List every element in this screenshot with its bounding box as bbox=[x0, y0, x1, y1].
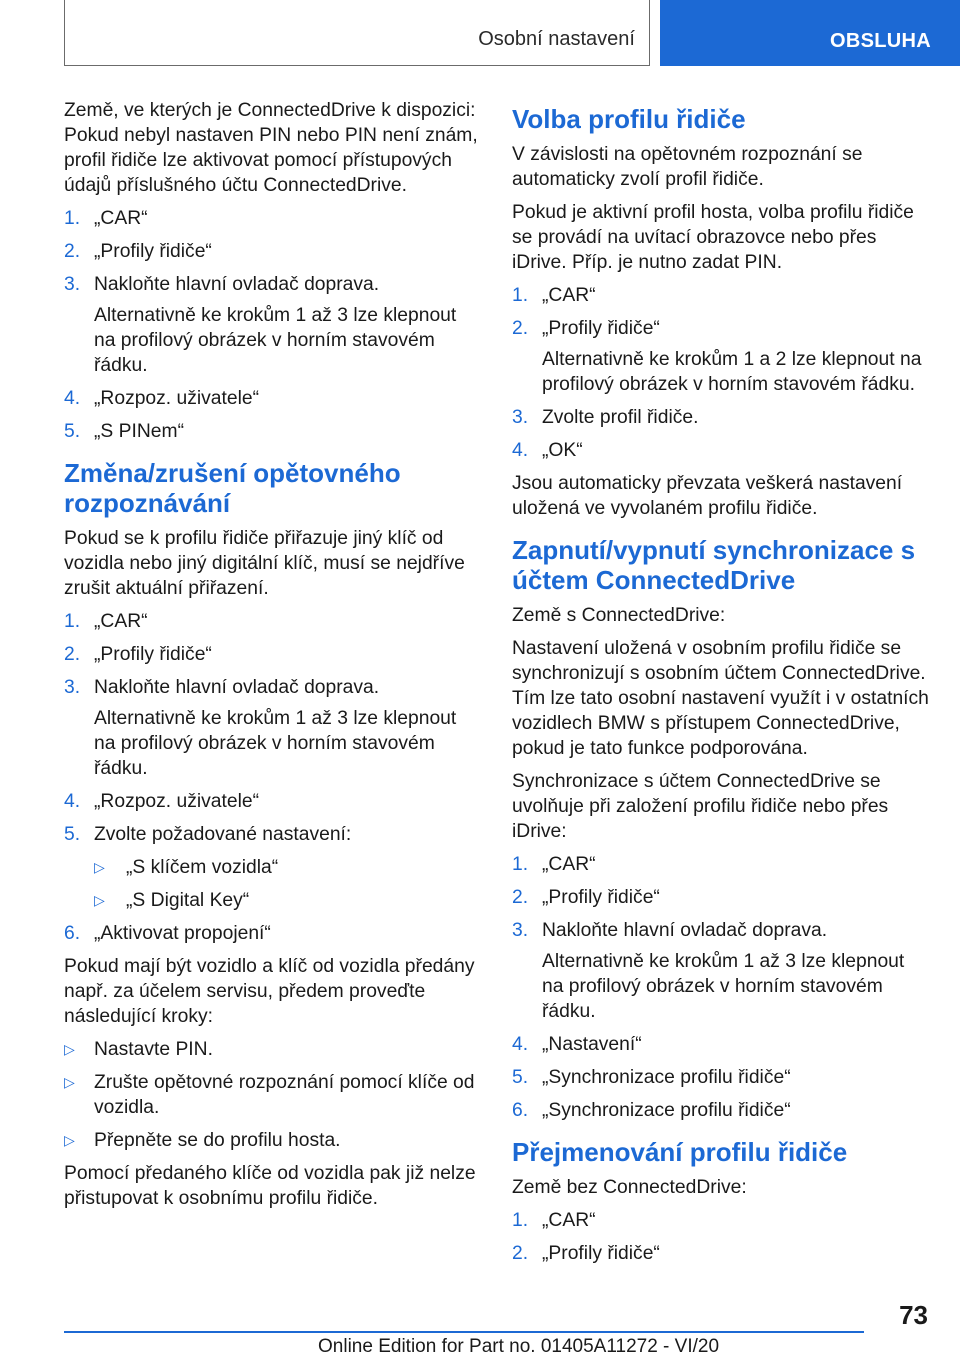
step-number: 3. bbox=[64, 274, 81, 295]
steps-list-recognition bbox=[64, 609, 480, 946]
step-number: 1. bbox=[64, 208, 81, 229]
bullet-text: Zrušte opětovné rozpoznání pomocí klíče od vozidla. bbox=[94, 1072, 475, 1118]
list-item bbox=[512, 1098, 930, 1123]
header-chapter-label: OBSLUHA bbox=[830, 30, 931, 52]
select-profile-paragraph-1: V závislosti na opětovném rozpoznání se automaticky zvolí profil řidiče. bbox=[512, 144, 863, 190]
step-number: 2. bbox=[512, 318, 529, 339]
list-item bbox=[64, 921, 480, 946]
handover-note: Pomocí předaného klíče od vozidla pak již nelze přistupovat k osobnímu profilu řidiče. bbox=[64, 1163, 476, 1209]
header-section-box bbox=[64, 0, 650, 66]
step-number: 5. bbox=[64, 421, 81, 442]
step-note: Alternativně ke krokům 1 až 3 lze klepnout na profilový obrázek v horním stavovém řádku. bbox=[94, 305, 457, 376]
list-item bbox=[512, 316, 930, 397]
list-item bbox=[64, 789, 480, 814]
select-profile-paragraph-2: Pokud je aktivní profil hosta, volba profilu řidiče se provádí na uvítací obrazovce nebo přes iDrive. Příp. je nutno zadat PIN. bbox=[512, 202, 914, 273]
footer-divider bbox=[64, 1331, 864, 1333]
list-item bbox=[64, 642, 480, 667]
step-note: Alternativně ke krokům 1 až 3 lze klepnout na profilový obrázek v horním stavovém řádku. bbox=[94, 708, 457, 779]
section-heading-rename: Přejmenování profilu řidiče bbox=[512, 1137, 848, 1167]
step-text: „Profily řidiče“ bbox=[542, 318, 660, 339]
list-item bbox=[64, 675, 480, 781]
step-number: 6. bbox=[64, 923, 81, 944]
sub-item-text: „S klíčem vozidla“ bbox=[126, 857, 279, 878]
bullet-item bbox=[64, 1037, 480, 1062]
list-item bbox=[64, 206, 480, 231]
handover-bullets bbox=[64, 1037, 480, 1153]
step-text: „CAR“ bbox=[94, 611, 148, 632]
page-number: 73 bbox=[899, 1300, 928, 1330]
list-item bbox=[512, 283, 930, 308]
step-text: Zvolte profil řidiče. bbox=[542, 407, 699, 428]
header-section-title: Osobní nastavení bbox=[478, 28, 635, 50]
step-number: 2. bbox=[64, 241, 81, 262]
step-number: 1. bbox=[512, 285, 529, 306]
step-text: „S PINem“ bbox=[94, 421, 184, 442]
step-note: Alternativně ke krokům 1 až 3 lze klepnout na profilový obrázek v horním stavovém řádku. bbox=[542, 951, 905, 1022]
step-number: 1. bbox=[512, 1210, 529, 1231]
list-item bbox=[512, 405, 930, 430]
step-text: „CAR“ bbox=[542, 854, 596, 875]
page-header bbox=[64, 0, 960, 66]
list-item bbox=[64, 609, 480, 634]
sub-list-item bbox=[94, 888, 480, 913]
section-heading-recognition: Změna/zrušení opětovného rozpoznávání bbox=[64, 458, 401, 518]
step-number: 4. bbox=[512, 1034, 529, 1055]
triangle-right-icon: ▷ bbox=[64, 1132, 75, 1148]
step-number: 4. bbox=[64, 388, 81, 409]
step-text: Zvolte požadované nastavení: bbox=[94, 824, 352, 845]
bullet-item bbox=[64, 1070, 480, 1120]
step-number: 1. bbox=[64, 611, 81, 632]
step-text: Nakloňte hlavní ovladač doprava. bbox=[542, 920, 828, 941]
triangle-right-icon: ▷ bbox=[94, 892, 105, 908]
step-text: „Profily řidiče“ bbox=[94, 644, 212, 665]
list-item bbox=[512, 885, 930, 910]
step-number: 1. bbox=[512, 854, 529, 875]
list-item bbox=[64, 239, 480, 264]
step-number: 2. bbox=[512, 887, 529, 908]
list-item bbox=[512, 438, 930, 463]
step-number: 3. bbox=[512, 920, 529, 941]
sub-list-item bbox=[94, 855, 480, 880]
step-text: „OK“ bbox=[542, 440, 583, 461]
list-item bbox=[512, 852, 930, 877]
step-text: „Profily řidiče“ bbox=[542, 1243, 660, 1264]
list-item bbox=[64, 386, 480, 411]
step-text: „Profily řidiče“ bbox=[94, 241, 212, 262]
left-column bbox=[64, 98, 480, 1219]
step-text: Nakloňte hlavní ovladač doprava. bbox=[94, 677, 380, 698]
step-note: Alternativně ke krokům 1 a 2 lze klepnout na profilový obrázek v horním stavovém řádku. bbox=[542, 349, 922, 395]
step-text: „Synchronizace profilu řidiče“ bbox=[542, 1100, 791, 1121]
step-number: 3. bbox=[64, 677, 81, 698]
step-text: „Aktivovat propojení“ bbox=[94, 923, 271, 944]
step-text: „CAR“ bbox=[542, 285, 596, 306]
steps-list-sync bbox=[512, 852, 930, 1123]
footer-edition: Online Edition for Part no. 01405A11272 - VI/20 bbox=[318, 1336, 720, 1357]
steps-list-select-profile bbox=[512, 283, 930, 463]
triangle-right-icon: ▷ bbox=[64, 1041, 75, 1057]
triangle-right-icon: ▷ bbox=[94, 859, 105, 875]
step-text: „CAR“ bbox=[94, 208, 148, 229]
step-number: 2. bbox=[512, 1243, 529, 1264]
sync-paragraph-3: Synchronizace s účtem ConnectedDrive se uvolňuje při založení profilu řidiče nebo přes iDrive: bbox=[512, 771, 889, 842]
bullet-item bbox=[64, 1128, 480, 1153]
step-number: 4. bbox=[512, 440, 529, 461]
step-text: „Rozpoz. uživatele“ bbox=[94, 388, 260, 409]
list-item bbox=[64, 272, 480, 378]
step-number: 2. bbox=[64, 644, 81, 665]
sync-paragraph-2: Nastavení uložená v osobním profilu řidiče se synchronizují s osobním účtem ConnectedDrive. Tím lze tato osobní nastavení využít i v ostatních vozidlech BMW s přístupem ConnectedDrive, pokud je tato funkce podporována. bbox=[512, 638, 929, 759]
sub-options-list bbox=[94, 855, 480, 913]
bullet-text: Přepněte se do profilu hosta. bbox=[94, 1130, 341, 1151]
handover-paragraph: Pokud mají být vozidlo a klíč od vozidla předány např. za účelem servisu, předem proveďte následující kroky: bbox=[64, 956, 475, 1027]
step-number: 6. bbox=[512, 1100, 529, 1121]
steps-list-rename bbox=[512, 1208, 930, 1266]
step-text: Nakloňte hlavní ovladač doprava. bbox=[94, 274, 380, 295]
bullet-text: Nastavte PIN. bbox=[94, 1039, 213, 1060]
step-text: „Nastavení“ bbox=[542, 1034, 642, 1055]
header-chapter-tab bbox=[660, 0, 960, 66]
steps-list-pin bbox=[64, 206, 480, 444]
recognition-paragraph: Pokud se k profilu řidiče přiřazuje jiný klíč od vozidla nebo jiný digitální klíč, musí se nejdříve zrušit aktuální přiřazení. bbox=[64, 528, 465, 599]
right-column bbox=[512, 98, 930, 1274]
list-item bbox=[64, 822, 480, 913]
rename-paragraph: Země bez ConnectedDrive: bbox=[512, 1177, 747, 1198]
list-item bbox=[512, 1241, 930, 1266]
triangle-right-icon: ▷ bbox=[64, 1074, 75, 1090]
step-number: 3. bbox=[512, 407, 529, 428]
step-text: „CAR“ bbox=[542, 1210, 596, 1231]
section-heading-sync: Zapnutí/vypnutí synchronizace s účtem ConnectedDrive bbox=[512, 535, 916, 595]
sub-item-text: „S Digital Key“ bbox=[126, 890, 250, 911]
list-item bbox=[512, 1065, 930, 1090]
select-profile-paragraph-3: Jsou automaticky převzata veškerá nastavení uložená ve vyvolaném profilu řidiče. bbox=[512, 473, 903, 519]
step-text: „Rozpoz. uživatele“ bbox=[94, 791, 260, 812]
intro-paragraph: Země, ve kterých je ConnectedDrive k dispozici: Pokud nebyl nastaven PIN nebo PIN není znám, profil řidiče lze aktivovat pomocí přístupových údajů příslušného účtu ConnectedDrive. bbox=[64, 100, 478, 196]
list-item bbox=[64, 419, 480, 444]
list-item bbox=[512, 1032, 930, 1057]
step-text: „Profily řidiče“ bbox=[542, 887, 660, 908]
step-number: 5. bbox=[64, 824, 81, 845]
step-text: „Synchronizace profilu řidiče“ bbox=[542, 1067, 791, 1088]
step-number: 5. bbox=[512, 1067, 529, 1088]
step-number: 4. bbox=[64, 791, 81, 812]
list-item bbox=[512, 918, 930, 1024]
list-item bbox=[512, 1208, 930, 1233]
sync-paragraph-1: Země s ConnectedDrive: bbox=[512, 605, 726, 626]
section-heading-select-profile: Volba profilu řidiče bbox=[512, 104, 746, 134]
